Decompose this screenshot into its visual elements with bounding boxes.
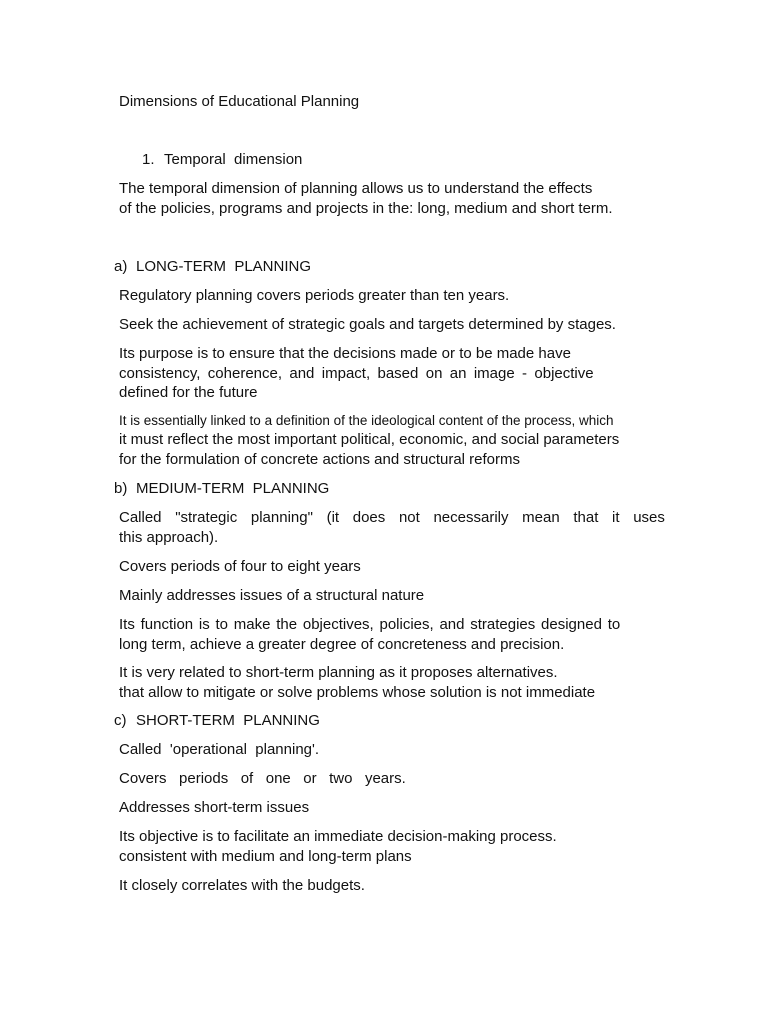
subsection-letter: b) <box>114 480 128 497</box>
long-term-paragraph-1: Regulatory planning covers periods greater than ten years. <box>119 287 510 304</box>
paragraph-line: Called "strategic planning" (it does not necessarily mean that it uses <box>119 509 665 526</box>
justified-line-text: consistency, coherence, and impact, based on an image - objective <box>119 364 594 382</box>
paragraph-line-small: It is essentially linked to a definition of the ideological content of the process, which <box>119 413 614 428</box>
paragraph-line: for the formulation of concrete actions and structural reforms <box>119 450 521 468</box>
temporal-intro-paragraph <box>119 179 613 218</box>
paragraph-line: Its function is to make the objectives, policies, and strategies designed to <box>119 616 621 633</box>
short-term-paragraph-3: Addresses short-term issues <box>119 799 310 816</box>
section-heading-text: Temporal dimension <box>164 151 303 168</box>
subsection-heading-long-term <box>114 257 311 277</box>
subsection-heading-short-term <box>114 711 320 731</box>
long-term-paragraph-2: Seek the achievement of strategic goals and targets determined by stages. <box>119 316 616 333</box>
paragraph-line: Its objective is to facilitate an immediate decision-making process. <box>119 828 557 845</box>
paragraph-line: The temporal dimension of planning allows us to understand the effects <box>119 180 593 197</box>
paragraph-line: consistent with medium and long-term plans <box>119 847 412 865</box>
subsection-letter: a) <box>114 258 128 275</box>
paragraph-line: of the policies, programs and projects in the: long, medium and short term. <box>119 199 613 217</box>
subsection-heading-text: MEDIUM-TERM PLANNING <box>136 480 330 497</box>
short-term-paragraph-4 <box>119 827 557 866</box>
paragraph-line: long term, achieve a greater degree of concreteness and precision. <box>119 635 565 653</box>
paragraph-line <box>119 364 618 384</box>
long-term-paragraph-4 <box>119 411 619 469</box>
list-number: 1. <box>142 151 155 168</box>
medium-term-paragraph-4 <box>119 615 620 654</box>
subsection-heading-text: SHORT-TERM PLANNING <box>136 712 320 729</box>
paragraph-line: Its purpose is to ensure that the decisions made or to be made have <box>119 345 571 362</box>
document-title: Dimensions of Educational Planning <box>119 93 360 110</box>
subsection-letter: c) <box>114 712 127 729</box>
medium-term-paragraph-2: Covers periods of four to eight years <box>119 558 361 575</box>
short-term-paragraph-2: Covers periods of one or two years. <box>119 770 406 787</box>
medium-term-paragraph-1 <box>119 508 667 547</box>
medium-term-paragraph-3: Mainly addresses issues of a structural nature <box>119 587 425 604</box>
paragraph-line: defined for the future <box>119 384 258 401</box>
paragraph-line: that allow to mitigate or solve problems whose solution is not immediate <box>119 683 596 701</box>
short-term-paragraph-5: It closely correlates with the budgets. <box>119 877 365 894</box>
long-term-paragraph-3 <box>119 344 618 403</box>
subsection-heading-text: LONG-TERM PLANNING <box>136 258 312 275</box>
short-term-paragraph-1: Called 'operational planning'. <box>119 741 320 758</box>
paragraph-line: It is very related to short-term planning as it proposes alternatives. <box>119 664 558 681</box>
medium-term-paragraph-5 <box>119 663 595 702</box>
paragraph-line: this approach). <box>119 528 219 546</box>
subsection-heading-medium-term <box>114 479 329 499</box>
paragraph-line: it must reflect the most important political, economic, and social parameters <box>119 431 620 448</box>
section-heading-temporal <box>142 150 302 170</box>
